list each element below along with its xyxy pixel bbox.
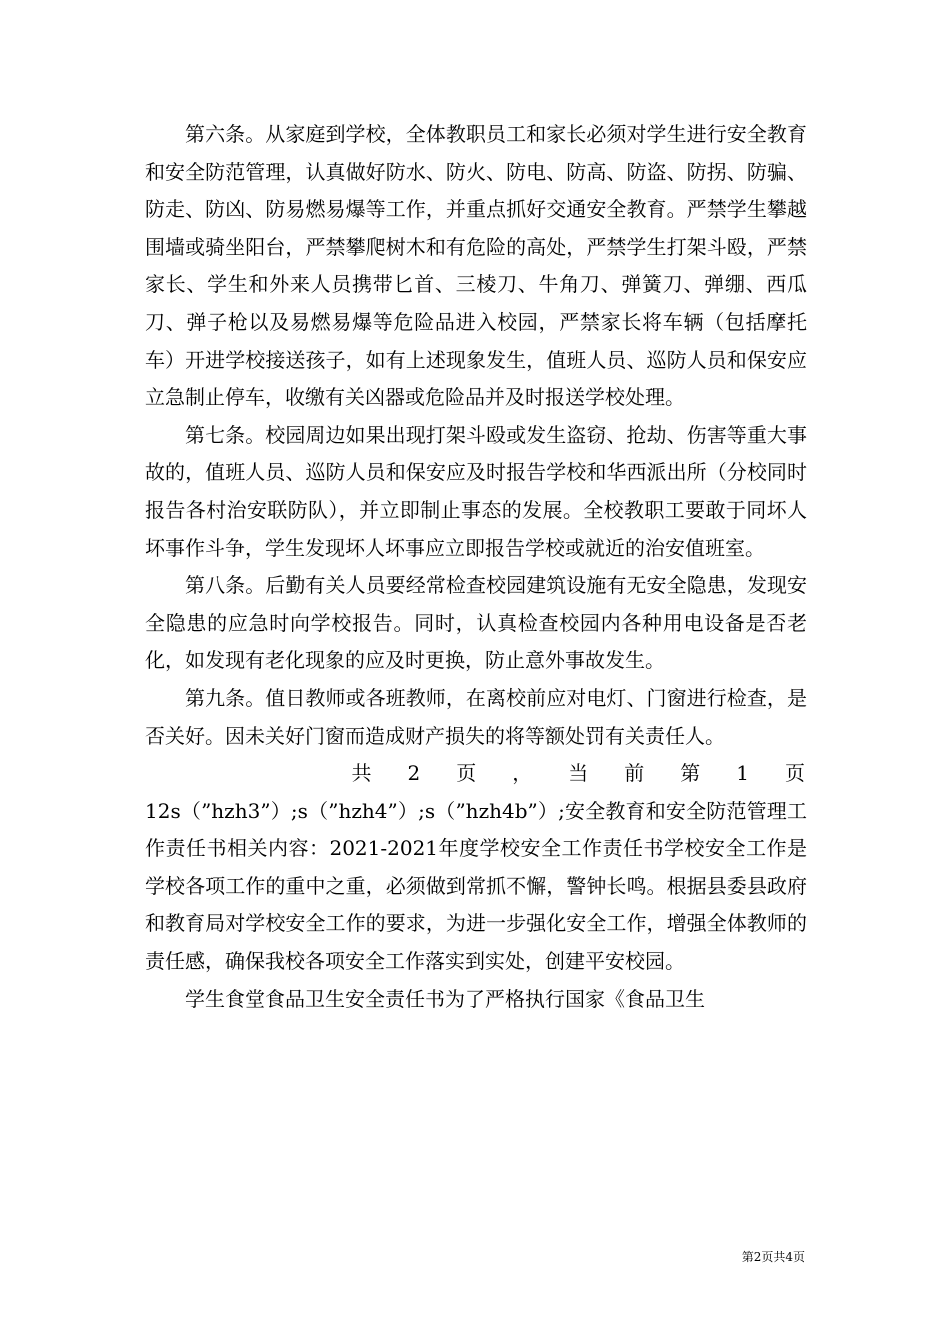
page-footer: 第2页共4页 bbox=[741, 1250, 805, 1264]
marker-token: 共 bbox=[351, 761, 372, 786]
marker-token: 页 bbox=[456, 761, 477, 786]
marker-token: 1 bbox=[736, 761, 749, 786]
paragraph-article-6: 第六条。从家庭到学校，全体教职员工和家长必须对学生进行安全教育和安全防范管理，认真做好防水、防火、防电、防高、防盗、防拐、防骗、防走、防凶、防易燃易爆等工作，并重点抓好交通安全教育。严禁学生攀越围墙或骑坐阳台，严禁攀爬树木和有危险的高处，严禁学生打架斗殴，严禁家长、学生和外来人员携带匕首、三棱刀、牛角刀、弹簧刀、弹绷、西瓜刀、弹子枪以及易燃易爆等危险品进入校园，严禁家长将车辆（包括摩托车）开进学校接送孩子，如有上述现象发生，值班人员、巡防人员和保安应立急制止停车，收缴有关凶器或危险品并及时报送学校处理。 bbox=[145, 122, 807, 410]
paragraph-article-7: 第七条。校园周边如果出现打架斗殴或发生盗窃、抢劫、伤害等重大事故的，值班人员、巡防人员和保安应及时报告学校和华西派出所（分校同时报告各村治安联防队），并立即制止事态的发展。全校教职工要敢于同坏人坏事作斗争，学生发现坏人坏事应立即报告学校或就近的治安值班室。 bbox=[145, 422, 807, 560]
marker-token: 前 bbox=[624, 761, 645, 786]
inline-page-marker bbox=[145, 755, 807, 793]
paragraph-article-9: 第九条。值日教师或各班教师，在离校前应对电灯、门窗进行检查，是否关好。因未关好门窗而造成财产损失的将等额处罚有关责任人。 bbox=[145, 685, 807, 748]
document-body bbox=[145, 116, 807, 1018]
marker-token: ， bbox=[512, 761, 533, 786]
paragraph-canteen: 学生食堂食品卫生安全责任书为了严格执行国家《食品卫生 bbox=[185, 986, 705, 1011]
paragraph-article-8: 第八条。后勤有关人员要经常检查校园建筑设施有无安全隐患，发现安全隐患的应急时向学校报告。同时，认真检查校园内各种用电设备是否老化，如发现有老化现象的应及时更换，防止意外事故发生。 bbox=[145, 573, 807, 673]
paragraph-continuation: 12s（”hzh3”）;s（”hzh4”）;s（”hzh4b”）;安全教育和安全防范管理工作责任书相关内容：2021-2021年度学校安全工作责任书学校安全工作是学校各项工作的重中之重，必须做到常抓不懈，警钟长鸣。根据县委县政府和教育局对学校安全工作的要求，为进一步强化安全工作，增强全体教师的责任感，确保我校各项安全工作落实到实处，创建平安校园。 bbox=[145, 798, 807, 974]
marker-token: 2 bbox=[407, 761, 421, 786]
marker-token: 第 bbox=[680, 761, 701, 786]
marker-token: 当 bbox=[568, 761, 589, 786]
marker-token: 页 bbox=[785, 761, 805, 786]
